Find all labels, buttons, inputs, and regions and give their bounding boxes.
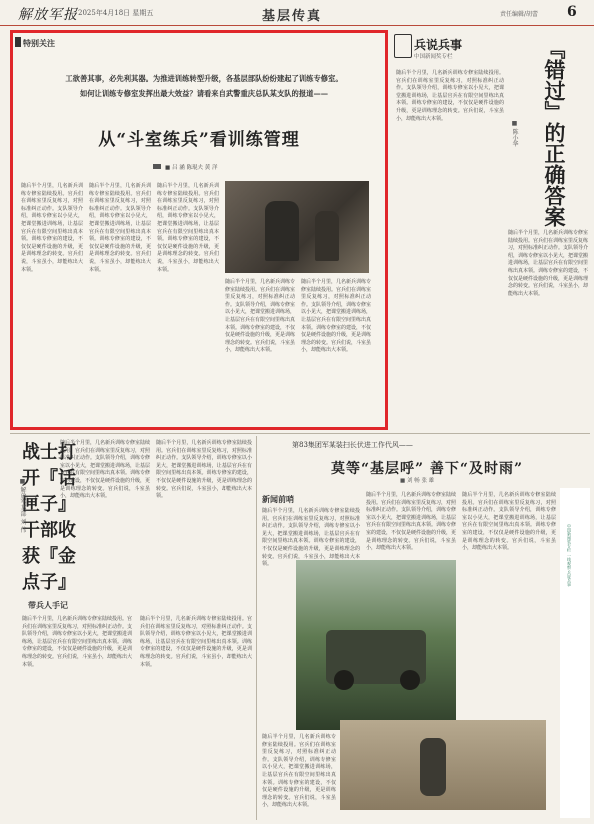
feature-intro	[29, 71, 379, 101]
intro-line-2: 如何让训练专修室发挥出最大效益？请看来自武警重庆总队某支队的报道——	[79, 89, 329, 98]
editor-credit: 责任编辑/胡蕾	[500, 11, 539, 18]
divider	[256, 436, 257, 820]
vertical-headline[interactable]: 『错过』的正确答案	[542, 38, 567, 227]
side-column-bar	[560, 488, 590, 818]
second-byline: ■ 刘 畅 张 雄	[400, 478, 435, 484]
sidebar-header	[392, 32, 492, 64]
sidebar-subtitle: 中国新闻奖专栏	[414, 54, 453, 60]
wheel-shape	[334, 670, 354, 690]
newspaper-logo: 解放军报	[18, 7, 78, 23]
notes-body-1: 随后半个月里，几名新兵训练专修室陆续投用。官兵们在训练室里反复练习，对照标准纠正动作。支队领导介绍，训练专修室以小见大，把课堂搬进训练场，让基层官兵在有限空间里练出真本领。训练专修室的建设，不仅仅是硬件设施的升级，更是训练理念的转变。官兵们说，斗室虽小，却能练出大本领。	[22, 616, 133, 668]
tag-marker-icon	[15, 37, 21, 47]
feature-body-col-1: 随后半个月里，几名新兵训练专修室陆续投用。官兵们在训练室里反复练习，对照标准纠正动作。支队领导介绍，训练专修室以小见大，把课堂搬进训练场，让基层官兵在有限空间里练出真本领。训练专修室的建设，不仅仅是硬件设施的升级，更是训练理念的转变。官兵们说，斗室虽小，却能练出大本领。	[21, 183, 83, 273]
feature-body-col-3: 随后半个月里，几名新兵训练专修室陆续投用。官兵们在训练室里反复练习，对照标准纠正动作。支队领导介绍，训练专修室以小见大，把课堂搬进训练场，让基层官兵在有限空间里练出真本领。训练专修室的建设，不仅仅是硬件设施的升级，更是训练理念的转变。官兵们说，斗室虽小，却能练出大本领。	[157, 183, 219, 273]
feature-byline: ■ 吕 涵 陈琨夫 黄 洋	[165, 165, 218, 171]
feature-headline[interactable]: 从“斗室练兵”看训练管理	[98, 130, 300, 150]
left-body-2: 随后半个月里，几名新兵训练专修室陆续投用。官兵们在训练室里反复练习，对照标准纠正动作。支队领导介绍，训练专修室以小见大，把课堂搬进训练场，让基层官兵在有限空间里练出真本领。训练专修室的建设，不仅仅是硬件设施的升级，更是训练理念的转变。官兵们说，斗室虽小，却能练出大本领。	[156, 440, 252, 500]
training-room-photo[interactable]	[225, 181, 369, 273]
feature-body-col-2: 随后半个月里，几名新兵训练专修室陆续投用。官兵们在训练室里反复练习，对照标准纠正动作。支队领导介绍，训练专修室以小见大，把课堂搬进训练场，让基层官兵在有限空间里练出真本领。训练专修室的建设，不仅仅是硬件设施的升级，更是训练理念的转变。官兵们说，斗室虽小，却能练出大本领。	[89, 183, 151, 273]
feature-body-col-5: 随后半个月里，几名新兵训练专修室陆续投用。官兵们在训练室里反复练习，对照标准纠正动作。支队领导介绍，训练专修室以小见大，把课堂搬进训练场，让基层官兵在有限空间里练出真本领。训练专修室的建设，不仅仅是硬件设施的升级，更是训练理念的转变。官兵们说，斗室虽小，却能练出大本领。	[301, 279, 372, 354]
wheel-shape	[400, 670, 420, 690]
left-author: ■ 解放军某部 刘 伟	[19, 478, 26, 533]
column-body: 随后半个月里，几名新兵训练专修室陆续投用。官兵们在训练室里反复练习，对照标准纠正动作。支队领导介绍，训练专修室以小见大，把课堂搬进训练场，让基层官兵在有限空间里练出真本领。训练专修室的建设，不仅仅是硬件设施的升级，更是训练理念的转变。官兵们说，斗室虽小，却能练出大本领。	[508, 230, 589, 297]
news-body-1: 随后半个月里，几名新兵训练专修室陆续投用。官兵们在训练室里反复练习，对照标准纠正动作。支队领导介绍，训练专修室以小见大，把课堂搬进训练场，让基层官兵在有限空间里练出真本领。训练专修室的建设，不仅仅是硬件设施的升级，更是训练理念的转变。官兵们说，斗室虽小，却能练出大本领。	[262, 508, 360, 568]
soldier-figure	[265, 201, 299, 261]
divider	[10, 433, 590, 434]
news-tag: 新闻前哨	[262, 494, 294, 504]
section-banner-text: 第83集团军某装扫长伏进工作代风——	[292, 441, 413, 449]
section-title: 基层传真	[262, 9, 323, 24]
feature-article[interactable]	[10, 30, 388, 430]
page-number: 6	[567, 4, 577, 20]
news-body-2: 随后半个月里，几名新兵训练专修室陆续投用。官兵们在训练室里反复练习，对照标准纠正动作。支队领导介绍，训练专修室以小见大，把课堂搬进训练场，让基层官兵在有限空间里练出真本领。训练专修室的建设，不仅仅是硬件设施的升级，更是训练理念的转变。官兵们说，斗室虽小，却能练出大本领。	[366, 492, 457, 552]
soldier-badge-icon	[394, 34, 412, 58]
byline-marker-icon	[153, 164, 161, 169]
soldier-figure	[315, 211, 339, 261]
left-body-1: 随后半个月里，几名新兵训练专修室陆续投用。官兵们在训练室里反复练习，对照标准纠正动作。支队领导介绍，训练专修室以小见大，把课堂搬进训练场，让基层官兵在有限空间里练出真本领。训练专修室的建设，不仅仅是硬件设施的升级，更是训练理念的转变。官兵们说，斗室虽小，却能练出大本领。	[60, 440, 151, 500]
intro-line-1: 工欲善其事，必先利其器。为推进训练转型升级，各基层部队纷纷建起了训练专修室。	[65, 74, 343, 83]
section-banner	[262, 438, 592, 452]
runner-figure	[420, 738, 446, 796]
feature-tag: 特别关注	[23, 38, 55, 48]
running-soldier-photo[interactable]	[340, 720, 546, 810]
vertical-author: ■ 陈小华	[511, 120, 518, 147]
left-headline[interactable]: 战士打开『话匣子』干部收获『金点子』	[22, 442, 76, 593]
second-headline[interactable]: 莫等“基层呼” 善下“及时雨”	[330, 461, 524, 477]
sidebar-body: 随后半个月里，几名新兵训练专修室陆续投用。官兵们在训练室里反复练习，对照标准纠正动作。支队领导介绍，训练专修室以小见大，把课堂搬进训练场，让基层官兵在有限空间里练出真本领。训练专修室的建设，不仅仅是硬件设施的升级，更是训练理念的转变。官兵们说，斗室虽小，却能练出大本领。	[396, 70, 504, 122]
news-body-3: 随后半个月里，几名新兵训练专修室陆续投用。官兵们在训练室里反复练习，对照标准纠正动作。支队领导介绍，训练专修室以小见大，把课堂搬进训练场，让基层官兵在有限空间里练出真本领。训练专修室的建设，不仅仅是硬件设施的升级，更是训练理念的转变。官兵们说，斗室虽小，却能练出大本领。	[462, 492, 556, 552]
notes-tag: 带兵人手记	[28, 600, 68, 610]
masthead	[0, 0, 594, 26]
news-body-4: 随后半个月里，几名新兵训练专修室陆续投用。官兵们在训练室里反复练习，对照标准纠正动作。支队领导介绍，训练专修室以小见大，把课堂搬进训练场，让基层官兵在有限空间里练出真本领。训练专修室的建设，不仅仅是硬件设施的升级，更是训练理念的转变。官兵们说，斗室虽小，却能练出大本领。	[262, 734, 336, 809]
notes-body-2: 随后半个月里，几名新兵训练专修室陆续投用。官兵们在训练室里反复练习，对照标准纠正动作。支队领导介绍，训练专修室以小见大，把课堂搬进训练场，让基层官兵在有限空间里练出真本领。训练专修室的建设，不仅仅是硬件设施的升级，更是训练理念的转变。官兵们说，斗室虽小，却能练出大本领。	[140, 616, 252, 668]
armored-vehicle-photo[interactable]	[296, 560, 456, 730]
sidebar-title: 兵说兵事	[414, 38, 463, 52]
issue-date: 2025年4月18日 星期五	[78, 9, 154, 17]
side-column-text: 中国新闻奖专栏 一线观察 兵说兵事	[567, 524, 572, 587]
feature-body-col-4: 随后半个月里，几名新兵训练专修室陆续投用。官兵们在训练室里反复练习，对照标准纠正动作。支队领导介绍，训练专修室以小见大，把课堂搬进训练场，让基层官兵在有限空间里练出真本领。训练专修室的建设，不仅仅是硬件设施的升级，更是训练理念的转变。官兵们说，斗室虽小，却能练出大本领。	[225, 279, 296, 354]
